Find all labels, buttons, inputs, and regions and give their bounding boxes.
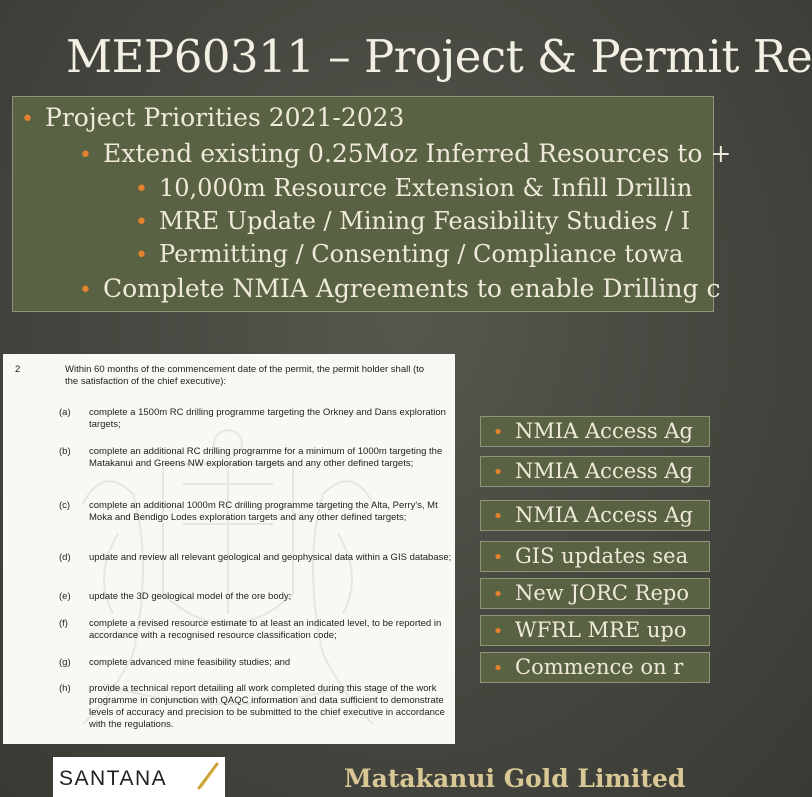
slide-title: MEP60311 – Project & Permit Re xyxy=(66,30,812,83)
clause-item-label: (a) xyxy=(59,407,71,418)
clause-intro: Within 60 months of the commencement date of the permit, the permit holder shall (to the satisfaction of the chief executive): xyxy=(65,364,425,387)
bullet-dot-icon: • xyxy=(492,422,504,443)
bullet-dot-icon: • xyxy=(135,243,148,268)
priority-bullet xyxy=(135,207,690,235)
status-item-text: WFRL MRE upo xyxy=(515,618,687,642)
priority-bullet xyxy=(135,240,683,268)
bullet-dot-icon: • xyxy=(79,143,92,168)
clause-item-text: update and review all relevant geological and geophysical data within a GIS database; xyxy=(89,552,452,563)
bullet-dot-icon: • xyxy=(79,278,92,303)
clause-item-label: (g) xyxy=(59,657,71,668)
clause-item-label: (e) xyxy=(59,591,71,602)
priority-text: MRE Update / Mining Feasibility Studies / I xyxy=(159,207,691,235)
permit-conditions-document xyxy=(3,354,455,744)
status-item-text: New JORC Repo xyxy=(515,581,689,605)
bullet-dot-icon: • xyxy=(135,210,148,235)
priority-text: Permitting / Consenting / Compliance towa xyxy=(159,240,684,268)
clause-item-text: complete an additional 1000m RC drilling programme targeting the Alta, Perry's, Mt Moka and Bendigo Lodes exploration targets and any other defined targets; xyxy=(89,500,438,523)
status-item xyxy=(480,416,710,447)
priority-bullet xyxy=(21,103,404,132)
clause-item-label: (c) xyxy=(59,500,71,511)
priority-bullet xyxy=(79,274,720,303)
company-footer: Matakanui Gold Limited xyxy=(344,764,686,793)
bullet-dot-icon: • xyxy=(492,506,504,527)
gold-stroke-logo-icon xyxy=(195,761,221,791)
status-item-text: NMIA Access Ag xyxy=(515,503,693,527)
priority-text: Extend existing 0.25Moz Inferred Resources to + xyxy=(103,139,732,168)
bullet-dot-icon: • xyxy=(492,621,504,642)
santana-logo xyxy=(53,757,225,797)
clause-item-text: complete advanced mine feasibility studies; and xyxy=(89,657,291,668)
priority-bullet xyxy=(135,174,692,202)
status-item xyxy=(480,615,710,646)
bullet-dot-icon: • xyxy=(492,658,504,679)
status-item-text: Commence on r xyxy=(515,655,684,679)
bullet-dot-icon: • xyxy=(492,547,504,568)
clause-item-text: complete an additional RC drilling programme for a minimum of 1000m targeting the Matakanui and Greens NW exploration targets and any other defined targets; xyxy=(89,446,443,469)
bullet-dot-icon: • xyxy=(492,584,504,605)
bullet-dot-icon: • xyxy=(492,462,504,483)
priority-text: Complete NMIA Agreements to enable Drilling c xyxy=(103,274,721,303)
project-priorities-box xyxy=(12,96,732,312)
clause-item-text: provide a technical report detailing all work completed during this stage of the work programme in conjunction with QAQC information and data sufficient to demonstrate levels of accuracy and precision to be submitted to the chief executive in accordance with the regulations. xyxy=(89,683,445,730)
status-item xyxy=(480,541,710,572)
clause-item-text: complete a 1500m RC drilling programme targeting the Orkney and Dans exploration targets; xyxy=(89,407,446,430)
status-item xyxy=(480,652,710,683)
status-item-text: NMIA Access Ag xyxy=(515,419,693,443)
clause-item-label: (b) xyxy=(59,446,71,457)
status-item-text: GIS updates sea xyxy=(515,544,689,568)
status-item-text: NMIA Access Ag xyxy=(515,459,693,483)
priority-text: Project Priorities 2021-2023 xyxy=(45,103,405,132)
clause-item-label: (f) xyxy=(59,618,68,629)
logo-text: SANTANA xyxy=(59,767,168,790)
status-item xyxy=(480,578,710,609)
clause-item-text: complete a revised resource estimate to at least an indicated level, to be reported in accordance with a recognised resource classification code; xyxy=(89,618,442,641)
status-item xyxy=(480,500,710,531)
priority-bullet xyxy=(79,139,731,168)
priority-text: 10,000m Resource Extension & Infill Drillin xyxy=(159,174,693,202)
clause-item-label: (h) xyxy=(59,683,71,694)
clause-item-label: (d) xyxy=(59,552,71,563)
clause-number: 2 xyxy=(15,364,21,375)
clause-item-text: update the 3D geological model of the ore body; xyxy=(89,591,292,602)
status-item xyxy=(480,456,710,487)
bullet-dot-icon: • xyxy=(21,107,34,132)
bullet-dot-icon: • xyxy=(135,177,148,202)
